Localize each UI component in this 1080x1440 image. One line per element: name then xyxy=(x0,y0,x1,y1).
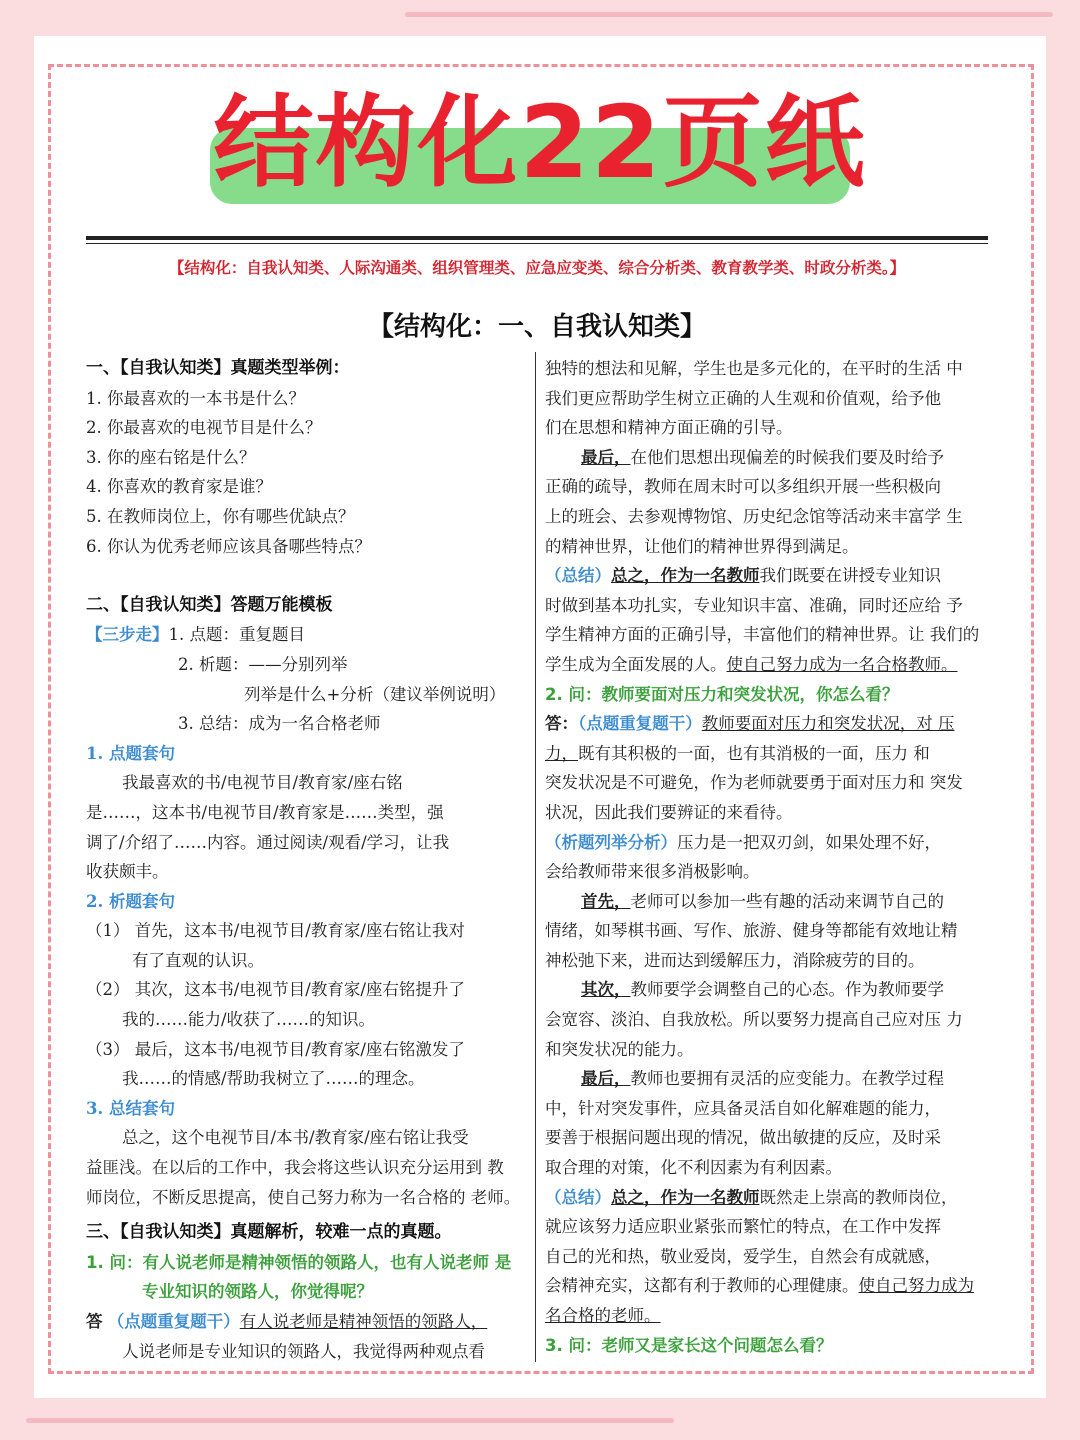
category-list: 【结构化：自我认知类、人际沟通类、组织管理类、应急应变类、综合分析类、教育教学类、时政分析类。】 xyxy=(168,259,906,277)
section-title: 【结构化：一、自我认知类】 xyxy=(367,312,706,342)
body-line: 学生精神方面的正确引导，丰富他们的精神世界。让 我们的 xyxy=(545,625,980,645)
answer-tag: （点题重复题干） xyxy=(107,1312,240,1331)
body-line: 和突发状况的能力。 xyxy=(545,1039,694,1059)
body-line: 上的班会、去参观博物馆、历史纪念馆等活动来丰富学 生 xyxy=(545,506,963,526)
question-item: 5. 在教师岗位上，你有哪些优缺点？ xyxy=(86,506,355,526)
body-line: 既有其积极的一面，也有其消极的一面，压力 和 xyxy=(578,743,930,763)
summary-tag: （总结） xyxy=(545,1187,611,1207)
heading-examples: 一、【自我认知类】真题类型举例： xyxy=(86,358,350,378)
template-line: 调了/介绍了……内容。通过阅读/观看/学习，让我 xyxy=(86,832,450,852)
body-line: 情绪，如琴棋书画、写作、旅游、健身等都能有效地让精 xyxy=(545,921,958,941)
template-line: 是……，这本书/电视节目/教育家是……类型，强 xyxy=(86,802,444,822)
summary-end: 使自己努力成为 xyxy=(858,1276,974,1296)
step-2-detail: 列举是什么+分析（建议举例说明） xyxy=(244,684,506,704)
body-line: 会精神充实，这都有利于教师的心理健康。 xyxy=(545,1276,859,1296)
header-rule xyxy=(86,236,988,240)
question-item: 4. 你喜欢的教育家是谁？ xyxy=(86,477,272,497)
body-line: 独特的想法和见解，学生也是多元化的，在平时的生活 中 xyxy=(545,359,963,378)
body-line: 教师也要拥有灵活的应变能力。在教学过程 xyxy=(630,1069,944,1089)
header-rule-thin xyxy=(86,243,988,244)
answer-restate: 教师要面对压力和突发状况，对 压 xyxy=(701,714,955,734)
body-line: 取合理的对策，化不利因素为有利因素。 xyxy=(545,1158,842,1178)
answer-restate-cont: 力， xyxy=(545,743,578,763)
body-line: 的精神世界，让他们的精神世界得到满足。 xyxy=(545,536,859,556)
question-1: 1. 问：有人说老师是精神领悟的领路人，也有人说老师 是 xyxy=(86,1252,512,1272)
body-line: 就应该努力适应职业紧张而繁忙的特点，在工作中发挥 xyxy=(545,1217,941,1237)
step-1: 1. 点题：重复题目 xyxy=(168,625,305,645)
answer-row xyxy=(86,1307,526,1337)
heading-analysis: 三、【自我认知类】真题解析，较难一点的真题。 xyxy=(86,1222,452,1243)
column-divider xyxy=(535,352,536,1362)
summary-lead: 总之，作为一名教师 xyxy=(611,1187,760,1207)
step-3: 3. 总结：成为一名合格老师 xyxy=(178,714,381,734)
answer-tag: （点题重复题干） xyxy=(578,714,702,734)
summary-lead: 总之，作为一名教师 xyxy=(611,566,760,586)
body-line: 教师要学会调整自己的心态。作为教师要学 xyxy=(630,980,944,1000)
body-line: 我们更应帮助学生树立正确的人生观和价值观，给予他 xyxy=(545,388,941,408)
summary-end: 使自己努力成为一名合格教师。 xyxy=(726,654,958,674)
template-line: （3） 最后，这本书/电视节目/教育家/座右铭激发了 xyxy=(86,1039,465,1059)
bottom-stripe xyxy=(26,1418,674,1423)
body-line: 自己的光和热，敬业爱岗，爱学生，自然会有成就感， xyxy=(545,1246,941,1266)
template-line: （2） 其次，这本书/电视节目/教育家/座右铭提升了 xyxy=(86,980,465,1000)
body-line: 压力是一把双刃剑，如果处理不好， xyxy=(677,832,941,852)
subheading-analysis: 2. 析题套句 xyxy=(86,891,175,911)
right-column xyxy=(545,354,989,1360)
question-item: 2. 你最喜欢的电视节目是什么？ xyxy=(86,418,322,438)
body-line: 正确的疏导，教师在周末时可以多组织开展一些积极向 xyxy=(545,477,941,497)
body-line: 在他们思想出现偏差的时候我们要及时给予 xyxy=(630,447,944,467)
top-stripe xyxy=(405,12,1053,17)
lead-first: 首先， xyxy=(581,891,631,911)
subheading-point: 1. 点题套句 xyxy=(86,743,175,763)
question-1-cont: 专业知识的领路人，你觉得呢？ xyxy=(142,1282,373,1302)
body-line: 我们既要在讲授专业知识 xyxy=(759,566,941,586)
template-line: （1） 首先，这本书/电视节目/教育家/座右铭让我对 xyxy=(86,921,465,941)
body-line: 要善于根据问题出现的情况，做出敏捷的反应，及时采 xyxy=(545,1128,941,1148)
body-line: 时做到基本功扎实，专业知识丰富、准确，同时还应给 予 xyxy=(545,595,963,615)
lead-second: 其次， xyxy=(581,980,631,1000)
lead-last: 最后， xyxy=(581,1069,631,1089)
page-title: 结构化22页纸 xyxy=(213,84,867,201)
body-line: 老师可以参加一些有趣的活动来调节自己的 xyxy=(630,891,944,911)
template-line: 师岗位，不断反思提高，使自己努力称为一名合格的 老师。 xyxy=(86,1187,521,1207)
template-line: 有了直观的认识。 xyxy=(132,950,264,970)
question-item: 3. 你的座右铭是什么？ xyxy=(86,447,256,467)
answer-label: 答： xyxy=(545,714,578,734)
answer-text: 有人说老师是精神领悟的领路人， xyxy=(239,1312,488,1331)
summary-end-cont: 名合格的老师。 xyxy=(545,1306,661,1325)
template-line: 总之，这个电视节目/本书/教育家/座右铭让我受 xyxy=(122,1128,469,1148)
template-line: 我……的情感/帮助我树立了……的理念。 xyxy=(122,1069,425,1089)
template-line: 收获颇丰。 xyxy=(86,862,169,882)
body-line: 既然走上崇高的教师岗位， xyxy=(759,1187,958,1207)
question-2: 2. 问：教师要面对压力和突发状况，你怎么看？ xyxy=(545,684,899,704)
body-line: 会宽容、淡泊、自我放松。所以要努力提高自己应对压 力 xyxy=(545,1010,963,1030)
lead-last: 最后， xyxy=(581,447,631,467)
template-line: 我最喜欢的书/电视节目/教育家/座右铭 xyxy=(122,773,403,793)
answer-cut-line xyxy=(86,1337,526,1349)
left-column xyxy=(86,354,526,1349)
question-3: 3. 问：老师又是家长这个问题怎么看？ xyxy=(545,1335,833,1355)
body-line: 中，针对突发事件，应具备灵活自如化解难题的能力， xyxy=(545,1098,941,1118)
summary-tag: （总结） xyxy=(545,566,611,586)
heading-template: 二、【自我认知类】答题万能模板 xyxy=(86,594,333,615)
body-line: 们在思想和精神方面正确的引导。 xyxy=(545,418,793,438)
template-line: 益匪浅。在以后的工作中，我会将这些认识充分运用到 教 xyxy=(86,1158,504,1178)
body-line: 状况，因此我们要辨证的来看待。 xyxy=(545,802,793,822)
question-item: 6. 你认为优秀老师应该具备哪些特点？ xyxy=(86,536,371,556)
body-line: 学生成为全面发展的人。 xyxy=(545,654,727,674)
body-line: 神松弛下来，进而达到缓解压力，消除疲劳的目的。 xyxy=(545,950,925,970)
question-item: 1. 你最喜欢的一本书是什么？ xyxy=(86,388,305,408)
step-2: 2. 析题：——分别列举 xyxy=(178,654,348,674)
answer-label: 答 xyxy=(86,1312,103,1331)
step-row xyxy=(86,620,526,650)
analysis-tag: （析题列举分析） xyxy=(545,832,677,852)
subheading-summary: 3. 总结套句 xyxy=(86,1098,175,1118)
body-line: 突发状况是不可避免，作为老师就要勇于面对压力和 突发 xyxy=(545,773,963,793)
body-line: 会给教师带来很多消极影响。 xyxy=(545,862,760,882)
template-line: 我的……能力/收获了……的知识。 xyxy=(122,1010,376,1030)
steps-label: 【三步走】 xyxy=(86,625,169,645)
